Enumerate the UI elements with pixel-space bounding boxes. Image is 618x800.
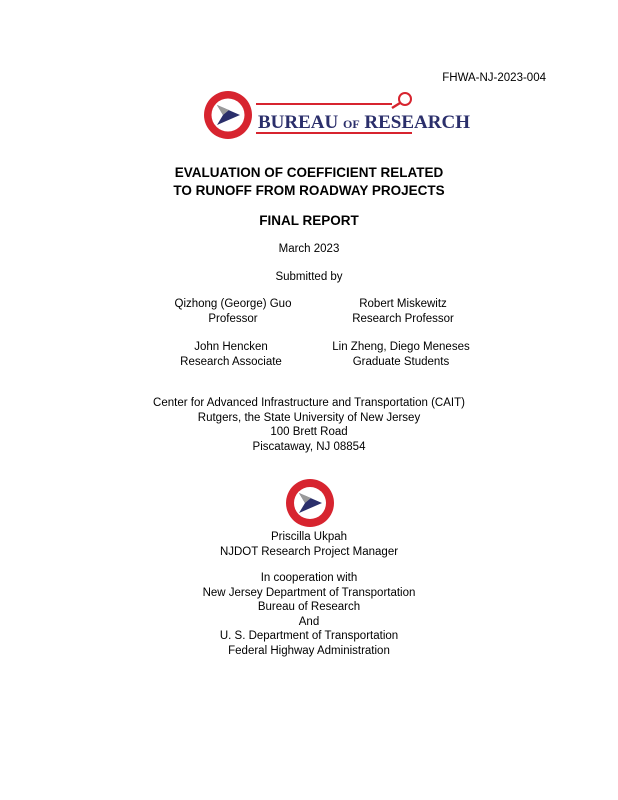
author-role: Professor — [208, 312, 258, 325]
njdot-seal-icon — [285, 478, 335, 528]
report-date: March 2023 — [278, 243, 340, 255]
institution-line: Piscataway, NJ 08854 — [252, 440, 366, 453]
author-role: Research Associate — [180, 355, 282, 368]
njdot-seal-icon — [202, 88, 470, 142]
author-role: Graduate Students — [352, 355, 450, 368]
title-line-1: EVALUATION OF COEFFICIENT RELATED — [174, 165, 444, 180]
svg-text:BUREAU OF RESEARCH — [258, 112, 470, 133]
author-name: Qizhong (George) Guo — [174, 298, 292, 310]
cooperation-line: U. S. Department of Transportation — [219, 630, 399, 642]
bureau-of-research-logo — [202, 88, 470, 142]
cooperation-line: Bureau of Research — [257, 601, 361, 613]
cooperation-block — [0, 571, 618, 658]
author-name: Robert Miskewitz — [359, 298, 447, 310]
project-manager-block — [0, 530, 618, 559]
author-name: John Hencken — [194, 341, 268, 353]
institution-line: Center for Advanced Infrastructure and Transportation (CAIT) — [153, 397, 465, 409]
report-type: FINAL REPORT — [259, 213, 359, 228]
cooperation-line: And — [298, 615, 320, 628]
manager-title: NJDOT Research Project Manager — [219, 545, 399, 558]
author-block-4 — [301, 340, 501, 369]
author-name: Lin Zheng, Diego Meneses — [332, 341, 470, 353]
report-title — [0, 164, 618, 200]
brand-word-research: RESEARCH — [364, 112, 470, 133]
brand-word-bureau: BUREAU — [258, 112, 339, 133]
institution-block — [0, 396, 618, 454]
title-line-2: TO RUNOFF FROM ROADWAY PROJECTS — [173, 183, 445, 198]
author-role: Research Professor — [352, 312, 454, 325]
institution-line: 100 Brett Road — [270, 426, 348, 438]
report-id: FHWA-NJ-2023-004 — [442, 72, 546, 84]
cooperation-line: New Jersey Department of Transportation — [202, 586, 416, 599]
author-block-2 — [303, 297, 503, 326]
manager-name: Priscilla Ukpah — [270, 531, 348, 543]
brand-word-of: OF — [342, 117, 360, 131]
submitted-by-label: Submitted by — [275, 271, 343, 283]
cooperation-line: Federal Highway Administration — [228, 644, 390, 657]
institution-line: Rutgers, the State University of New Jersey — [197, 411, 421, 424]
cooperation-line: In cooperation with — [260, 572, 358, 584]
